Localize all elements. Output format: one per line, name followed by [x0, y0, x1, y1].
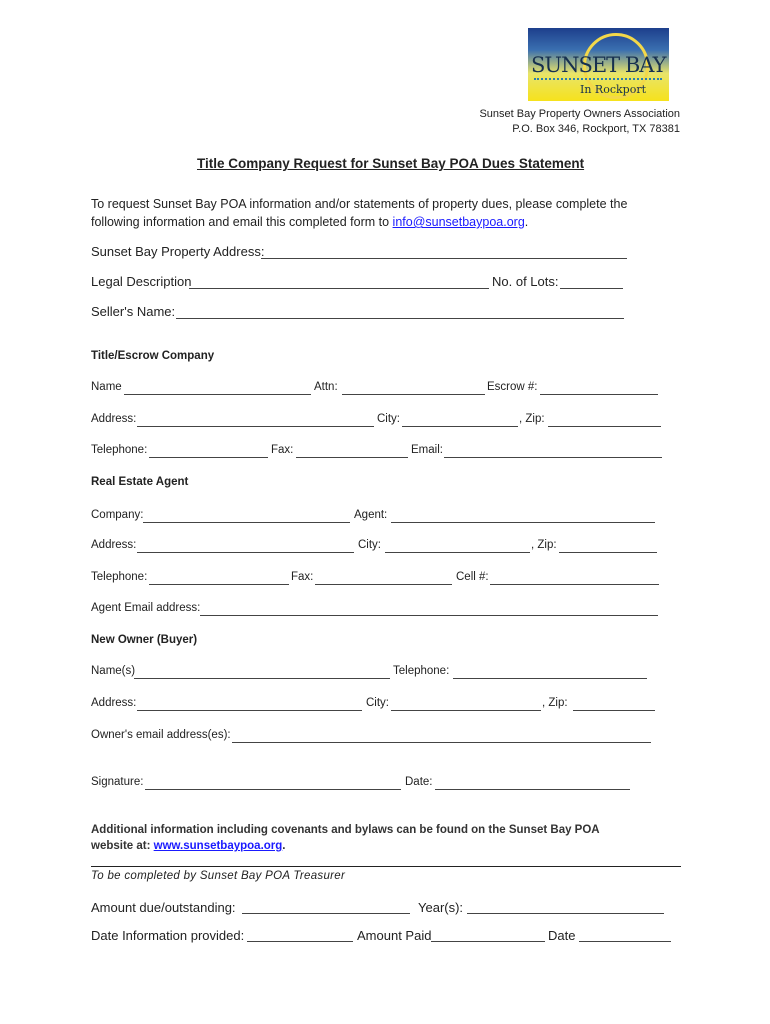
org-name: Sunset Bay Property Owners Association: [479, 108, 680, 120]
treasurer-heading: To be completed by Sunset Bay POA Treasurer: [91, 870, 346, 882]
org-block: [479, 107, 680, 137]
buyer-names-field[interactable]: [134, 678, 390, 679]
additional-info: [91, 822, 600, 854]
logo-sub: In Rockport: [580, 83, 646, 96]
buyer-names-label: Name(s): [91, 665, 136, 677]
additional-text: website at:: [91, 840, 154, 852]
period: .: [282, 840, 286, 852]
additional-line1: Additional information including covenants and bylaws can be found on the Sunset Bay POA: [91, 824, 600, 836]
website-link[interactable]: www.sunsetbaypoa.org: [153, 840, 283, 852]
seller-name-label: Seller's Name:: [91, 304, 176, 319]
buyer-zip-field[interactable]: [573, 710, 655, 711]
page-title: Title Company Request for Sunset Bay POA Dues Statement: [197, 156, 585, 171]
buyer-email-label: Owner's email address(es):: [91, 729, 231, 741]
property-address-label: Sunset Bay Property Address:: [91, 244, 265, 259]
tc-city-field[interactable]: [402, 426, 518, 427]
buyer-zip-label: , Zip:: [542, 697, 568, 709]
buyer-heading: New Owner (Buyer): [91, 634, 198, 646]
agent-heading: Real Estate Agent: [91, 476, 189, 488]
agent-telephone-field[interactable]: [149, 584, 289, 585]
signature-label: Signature:: [91, 776, 144, 788]
tc-address-field[interactable]: [137, 426, 374, 427]
org-address: P.O. Box 346, Rockport, TX 78381: [512, 123, 680, 135]
signature-field[interactable]: [145, 789, 401, 790]
amount-due-field[interactable]: [242, 913, 410, 914]
years-label: Year(s):: [418, 900, 464, 915]
years-field[interactable]: [467, 913, 664, 914]
agent-zip-field[interactable]: [559, 552, 657, 553]
buyer-telephone-label: Telephone:: [393, 665, 450, 677]
buyer-email-field[interactable]: [232, 742, 651, 743]
tc-fax-field[interactable]: [296, 457, 408, 458]
tc-email-field[interactable]: [444, 457, 662, 458]
seller-name-field[interactable]: [176, 318, 624, 319]
intro-line2: [91, 213, 627, 231]
sunset-bay-logo: [528, 28, 669, 101]
agent-cell-label: Cell #:: [456, 571, 489, 583]
tc-email-label: Email:: [411, 444, 443, 456]
buyer-city-field[interactable]: [391, 710, 541, 711]
tc-telephone-field[interactable]: [149, 457, 268, 458]
buyer-telephone-field[interactable]: [453, 678, 647, 679]
lots-label: No. of Lots:: [492, 274, 559, 289]
tc-address-label: Address:: [91, 413, 137, 425]
tc-attn-field[interactable]: [342, 394, 485, 395]
divider: [91, 866, 681, 867]
agent-city-field[interactable]: [385, 552, 530, 553]
agent-cell-field[interactable]: [490, 584, 659, 585]
email-link[interactable]: info@sunsetbaypoa.org: [392, 215, 525, 229]
agent-email-label: Agent Email address:: [91, 602, 201, 614]
agent-address-field[interactable]: [137, 552, 354, 553]
agent-company-label: Company:: [91, 509, 144, 521]
signature-date-label: Date:: [405, 776, 433, 788]
tc-zip-label: , Zip:: [519, 413, 545, 425]
date-field[interactable]: [579, 941, 671, 942]
intro-text: following information and email this completed form to: [91, 215, 393, 229]
tc-attn-label: Attn:: [314, 381, 338, 393]
period: .: [524, 215, 529, 229]
tc-fax-label: Fax:: [271, 444, 294, 456]
tc-zip-field[interactable]: [548, 426, 661, 427]
tc-escrow-field[interactable]: [540, 394, 658, 395]
amount-paid-field[interactable]: [431, 941, 545, 942]
lots-field[interactable]: [560, 288, 623, 289]
tc-name-field[interactable]: [124, 394, 311, 395]
logo-name: SUNSET BAY: [531, 53, 666, 77]
intro-line1: To request Sunset Bay POA information and/or statements of property dues, please complete the: [91, 197, 628, 211]
amount-paid-label: Amount Paid: [357, 928, 432, 943]
tc-escrow-label: Escrow #:: [487, 381, 538, 393]
intro: [91, 195, 627, 231]
amount-due-label: Amount due/outstanding:: [91, 900, 236, 915]
legal-description-label: Legal Description: [91, 274, 192, 289]
agent-name-label: Agent:: [354, 509, 388, 521]
buyer-city-label: City:: [366, 697, 389, 709]
agent-city-label: City:: [358, 539, 381, 551]
legal-description-field[interactable]: [189, 288, 489, 289]
property-address-field[interactable]: [261, 258, 627, 259]
tc-city-label: City:: [377, 413, 400, 425]
agent-name-field[interactable]: [391, 522, 655, 523]
tc-telephone-label: Telephone:: [91, 444, 148, 456]
date-provided-label: Date Information provided:: [91, 928, 245, 943]
date-label: Date: [548, 928, 576, 943]
agent-zip-label: , Zip:: [531, 539, 557, 551]
title-company-heading: Title/Escrow Company: [91, 350, 215, 362]
buyer-address-label: Address:: [91, 697, 137, 709]
agent-email-field[interactable]: [200, 615, 658, 616]
agent-company-field[interactable]: [143, 522, 350, 523]
agent-fax-field[interactable]: [315, 584, 452, 585]
additional-line2: [91, 838, 600, 854]
agent-telephone-label: Telephone:: [91, 571, 148, 583]
date-provided-field[interactable]: [247, 941, 353, 942]
agent-fax-label: Fax:: [291, 571, 314, 583]
tc-name-label: Name: [91, 381, 122, 393]
buyer-address-field[interactable]: [137, 710, 362, 711]
agent-address-label: Address:: [91, 539, 137, 551]
signature-date-field[interactable]: [435, 789, 630, 790]
